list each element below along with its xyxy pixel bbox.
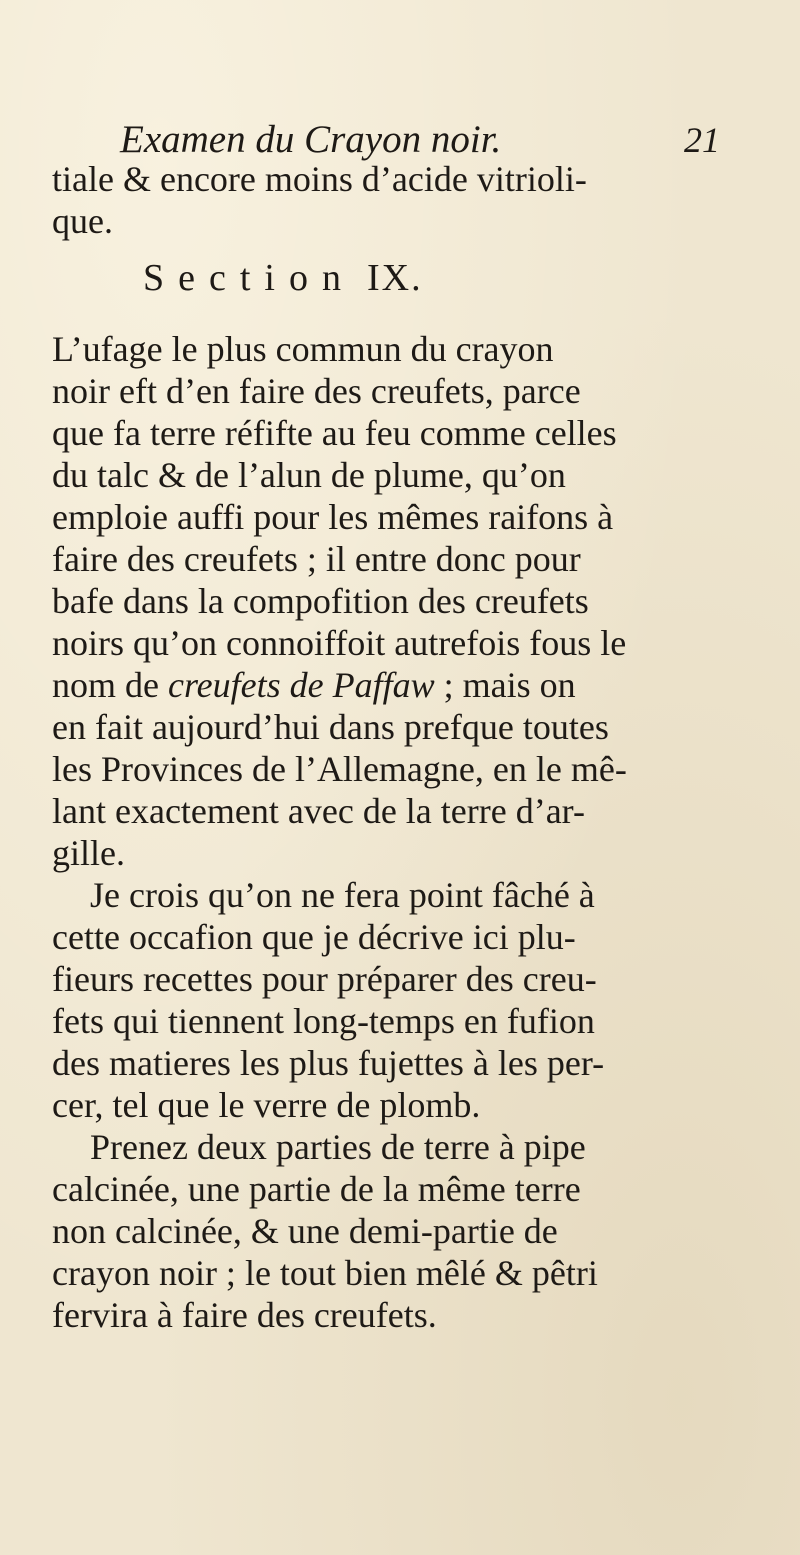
text-line: cer, tel que le verre de plomb. [52, 1085, 481, 1125]
text-line: faire des creufets ; il entre donc pour [52, 539, 581, 579]
text-line: gille. [52, 833, 125, 873]
text-line: les Provinces de l’Allemagne, en le mê- [52, 749, 627, 789]
text-line: crayon noir ; le tout bien mêlé & pêtri [52, 1253, 598, 1293]
text-line: du talc & de l’alun de plume, qu’on [52, 455, 566, 495]
text-line: fets qui tiennent long-temps en fufion [52, 1001, 595, 1041]
text-line: lant exactement avec de la terre d’ar- [52, 791, 585, 831]
section-word: Section [143, 257, 355, 299]
text-segment: ; mais on [434, 665, 576, 705]
section-heading [143, 256, 423, 300]
text-line: fieurs recettes pour préparer des creu- [52, 959, 597, 999]
text-line-mixed [52, 664, 576, 706]
section-number: IX. [366, 257, 423, 299]
text-line: tiale & encore moins d’acide vitrioli- [52, 159, 587, 199]
text-line: L’ufage le plus commun du crayon [52, 329, 554, 369]
text-segment: nom de [52, 665, 168, 705]
text-line: en fait aujourd’hui dans prefque toutes [52, 707, 609, 747]
text-line: bafe dans la compofition des creufets [52, 581, 589, 621]
text-line: emploie auffi pour les mêmes raifons à [52, 497, 614, 537]
text-line: noir eft d’en faire des creufets, parce [52, 371, 581, 411]
italic-term: creufets de Paffaw [167, 665, 435, 705]
text-line: noirs qu’on connoiffoit autrefois fous le [52, 623, 627, 663]
running-title: Examen du Crayon noir. [120, 118, 502, 161]
text-line: que fa terre réfifte au feu comme celles [52, 413, 617, 453]
page-number: 21 [684, 120, 720, 160]
text-line: Prenez deux parties de terre à pipe [90, 1127, 586, 1167]
text-line: des matieres les plus fujettes à les per- [52, 1043, 605, 1083]
text-line: non calcinée, & une demi-partie de [52, 1211, 558, 1251]
text-line: calcinée, une partie de la même terre [52, 1169, 581, 1209]
text-line: Je crois qu’on ne fera point fâché à [90, 875, 595, 915]
page-header [120, 118, 720, 162]
text-line: cette occafion que je décrive ici plu- [52, 917, 576, 957]
text-line: que. [52, 201, 113, 241]
text-line: fervira à faire des creufets. [52, 1295, 437, 1335]
